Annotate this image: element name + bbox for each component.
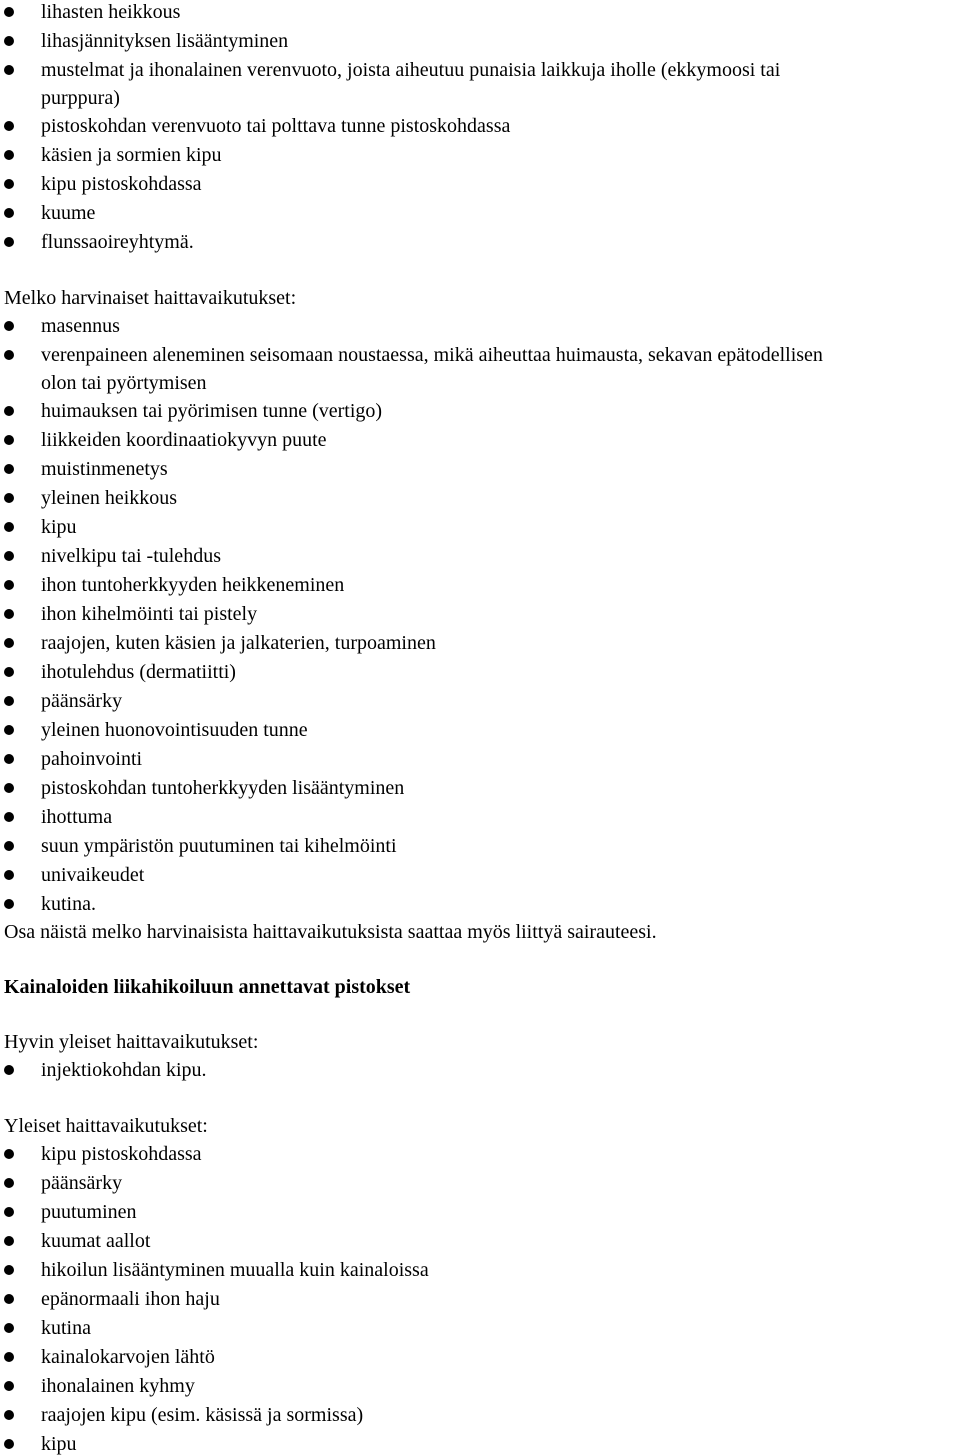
bullet-icon — [4, 580, 14, 590]
list-item: epänormaali ihon haju — [41, 1288, 220, 1310]
bullet-icon — [4, 65, 14, 75]
list-item: kipu — [41, 516, 77, 538]
list-item: kainalokarvojen lähtö — [41, 1346, 215, 1368]
list-item: päänsärky — [41, 690, 123, 712]
list-item: hikoilun lisääntyminen muualla kuin kainaloissa — [41, 1259, 429, 1281]
bullet-icon — [4, 1352, 14, 1362]
list-item: univaikeudet — [41, 864, 145, 886]
bullet-icon — [4, 1323, 14, 1333]
bullet-icon — [4, 1178, 14, 1188]
list-item: kuumat aallot — [41, 1230, 151, 1252]
bullet-icon — [4, 1265, 14, 1275]
bullet-icon — [4, 1410, 14, 1420]
section-note: Osa näistä melko harvinaisista haittavaikutuksista saattaa myös liittyä sairauteesi. — [4, 921, 657, 943]
bullet-icon — [4, 7, 14, 17]
bullet-icon — [4, 208, 14, 218]
list-item: kutina. — [41, 893, 96, 915]
list-item: raajojen kipu (esim. käsissä ja sormissa) — [41, 1404, 364, 1426]
list-item: pahoinvointi — [41, 748, 143, 770]
bullet-icon — [4, 638, 14, 648]
list-item: muistinmenetys — [41, 458, 168, 480]
bullet-icon — [4, 899, 14, 909]
bullet-icon — [4, 1294, 14, 1304]
list-item: raajojen, kuten käsien ja jalkaterien, turpoaminen — [41, 632, 436, 654]
bullet-icon — [4, 870, 14, 880]
list-item: pistoskohdan tuntoherkkyyden lisääntyminen — [41, 777, 405, 799]
bullet-icon — [4, 1065, 14, 1075]
list-item: flunssaoireyhtymä. — [41, 231, 194, 253]
bullet-icon — [4, 609, 14, 619]
list-item: ihonalainen kyhmy — [41, 1375, 195, 1397]
section-heading-uncommon: Melko harvinaiset haittavaikutukset: — [4, 287, 297, 309]
bullet-icon — [4, 36, 14, 46]
bullet-icon — [4, 725, 14, 735]
bullet-icon — [4, 150, 14, 160]
bullet-icon — [4, 493, 14, 503]
bullet-icon — [4, 321, 14, 331]
bullet-icon — [4, 551, 14, 561]
list-item: kuume — [41, 202, 96, 224]
list-item: puutuminen — [41, 1201, 137, 1223]
list-item: injektiokohdan kipu. — [41, 1059, 207, 1081]
list-item: kipu pistoskohdassa — [41, 173, 202, 195]
bullet-icon — [4, 237, 14, 247]
list-item: ihotulehdus (dermatiitti) — [41, 661, 236, 683]
bullet-icon — [4, 1381, 14, 1391]
list-item: ihon kihelmöinti tai pistely — [41, 603, 258, 625]
list-item: verenpaineen aleneminen seisomaan noustaessa, mikä aiheuttaa huimausta, sekavan epätodellisen — [41, 344, 823, 366]
section-heading-common: Yleiset haittavaikutukset: — [4, 1115, 208, 1137]
list-item: masennus — [41, 315, 120, 337]
bullet-icon — [4, 667, 14, 677]
list-item: lihasjännityksen lisääntyminen — [41, 30, 289, 52]
bullet-icon — [4, 1439, 14, 1449]
section-title-axillary: Kainaloiden liikahikoiluun annettavat pistokset — [4, 976, 411, 998]
section-heading-very-common: Hyvin yleiset haittavaikutukset: — [4, 1031, 259, 1053]
bullet-icon — [4, 435, 14, 445]
list-item: pistoskohdan verenvuoto tai polttava tunne pistoskohdassa — [41, 115, 511, 137]
list-item: yleinen huonovointisuuden tunne — [41, 719, 308, 741]
list-item: käsien ja sormien kipu — [41, 144, 222, 166]
bullet-icon — [4, 350, 14, 360]
list-item: huimauksen tai pyörimisen tunne (vertigo) — [41, 400, 383, 422]
bullet-icon — [4, 841, 14, 851]
bullet-icon — [4, 179, 14, 189]
list-item: nivelkipu tai -tulehdus — [41, 545, 221, 567]
list-item: ihon tuntoherkkyyden heikkeneminen — [41, 574, 345, 596]
list-item: lihasten heikkous — [41, 1, 181, 23]
bullet-icon — [4, 1236, 14, 1246]
bullet-icon — [4, 696, 14, 706]
bullet-icon — [4, 754, 14, 764]
list-item-continuation: purppura) — [41, 87, 120, 109]
list-item: suun ympäristön puutuminen tai kihelmöinti — [41, 835, 397, 857]
list-item: kipu pistoskohdassa — [41, 1143, 202, 1165]
bullet-icon — [4, 406, 14, 416]
list-item: liikkeiden koordinaatiokyvyn puute — [41, 429, 327, 451]
list-item-continuation: olon tai pyörtymisen — [41, 372, 207, 394]
bullet-icon — [4, 1207, 14, 1217]
bullet-icon — [4, 812, 14, 822]
list-item: päänsärky — [41, 1172, 123, 1194]
bullet-icon — [4, 1149, 14, 1159]
bullet-icon — [4, 121, 14, 131]
bullet-icon — [4, 464, 14, 474]
list-item: yleinen heikkous — [41, 487, 178, 509]
list-item: mustelmat ja ihonalainen verenvuoto, joista aiheutuu punaisia laikkuja iholle (ekkymoosi tai — [41, 59, 781, 81]
list-item: ihottuma — [41, 806, 113, 828]
bullet-icon — [4, 783, 14, 793]
bullet-icon — [4, 522, 14, 532]
list-item: kutina — [41, 1317, 91, 1339]
list-item: kipu — [41, 1433, 77, 1455]
